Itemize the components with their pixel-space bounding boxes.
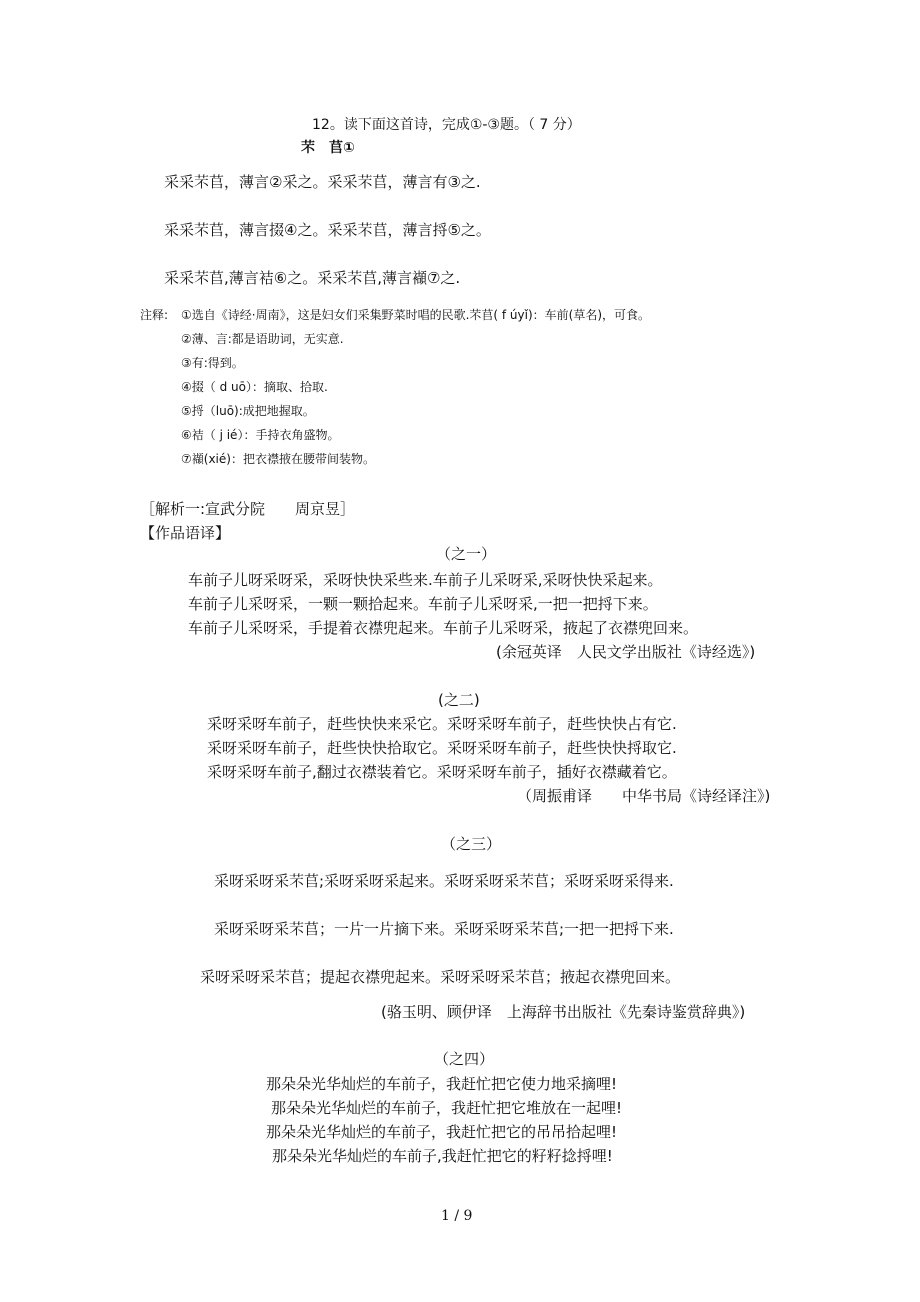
translation-2-line-3: 采呀采呀车前子,翻过衣襟装着它。采呀采呀车前子，插好衣襟藏着它。 — [207, 763, 677, 781]
translation-2-line-1: 采呀采呀车前子，赶些快快来采它。采呀采呀车前子，赶些快快占有它. — [207, 715, 677, 733]
translation-3-line-1: 采呀采呀采芣苢;采呀采呀采起来。采呀采呀采芣苢；采呀采呀采得来. — [214, 872, 674, 890]
translation-4-line-3: 那朵朵光华灿烂的车前子，我赶忙把它的吊吊拾起哩! — [266, 1123, 618, 1141]
translation-4-line-4: 那朵朵光华灿烂的车前子,我赶忙把它的籽籽捻捋哩! — [272, 1147, 613, 1165]
translation-1-source: (余冠英译 人民文学出版社《诗经选》) — [496, 643, 756, 661]
translation-3-line-2: 采呀采呀采芣苢；一片一片摘下来。采呀采呀采芣苢;一把一把捋下来. — [214, 920, 674, 938]
poem-line-2: 采采芣苢，薄言掇④之。采采芣苢，薄言捋⑤之。 — [164, 221, 491, 239]
analysis-subheading: 【作品语译】 — [140, 524, 231, 542]
note-item-7: ⑦襭(xié)：把衣襟掖在腰带间装物。 — [181, 452, 375, 466]
note-item-1: ①选自《诗经·周南》，这是妇女们采集野菜时唱的民歌.芣苢( f úyǐ)：车前(草名)，可食。 — [181, 308, 651, 322]
translation-1-title: （之一） — [436, 545, 497, 563]
translation-4-line-1: 那朵朵光华灿烂的车前子，我赶忙把它使力地采摘哩! — [266, 1075, 618, 1093]
translation-1-line-1: 车前子儿呀采呀采，采呀快快采些来.车前子儿采呀采,采呀快快采起来。 — [188, 571, 663, 589]
translation-1-line-2: 车前子儿采呀采，一颗一颗拾起来。车前子儿采呀采,一把一把捋下来。 — [188, 595, 658, 613]
note-item-2: ②薄、言:都是语助词，无实意. — [181, 332, 344, 346]
analysis-heading: ［解析一:宣武分院 周京昱］ — [140, 500, 356, 518]
translation-1-line-3: 车前子儿采呀采，手提着衣襟兜起来。车前子儿采呀采，掖起了衣襟兜回来。 — [188, 619, 699, 637]
translation-4-line-2: 那朵朵光华灿烂的车前子，我赶忙把它堆放在一起哩! — [271, 1099, 623, 1117]
translation-2-title: (之二) — [438, 691, 480, 709]
translation-2-source: （周振甫译 中华书局《诗经译注》) — [517, 787, 771, 805]
poem-title: 芣 苢① — [301, 140, 355, 156]
note-item-3: ③有:得到。 — [181, 356, 244, 370]
notes-label: 注释: — [140, 308, 169, 322]
poem-line-1: 采采芣苢，薄言②采之。采采芣苢，薄言有③之. — [164, 173, 481, 191]
translation-4-title: （之四） — [434, 1050, 495, 1068]
page-number: 1 / 9 — [441, 1208, 473, 1224]
question-header: 12。读下面这首诗，完成①-③题。（ 7 分） — [312, 117, 581, 133]
note-item-6: ⑥袺（ j ié）：手持衣角盛物。 — [181, 428, 340, 442]
translation-3-line-3: 采呀采呀采芣苢；提起衣襟兜起来。采呀采呀采芣苢；掖起衣襟兜回来。 — [200, 968, 681, 986]
note-item-4: ④掇（ d uō）：摘取、拾取. — [181, 380, 328, 394]
translation-3-source: (骆玉明、顾伊译 上海辞书出版社《先秦诗鉴赏辞典》) — [381, 1003, 746, 1021]
translation-2-line-2: 采呀采呀车前子，赶些快快拾取它。采呀采呀车前子，赶些快快捋取它. — [207, 739, 677, 757]
poem-line-3: 采采芣苢,薄言袺⑥之。采采芣苢,薄言襭⑦之. — [164, 269, 461, 287]
translation-3-title: （之三） — [441, 835, 502, 853]
note-item-5: ⑤捋（luō):成把地握取。 — [181, 404, 315, 418]
